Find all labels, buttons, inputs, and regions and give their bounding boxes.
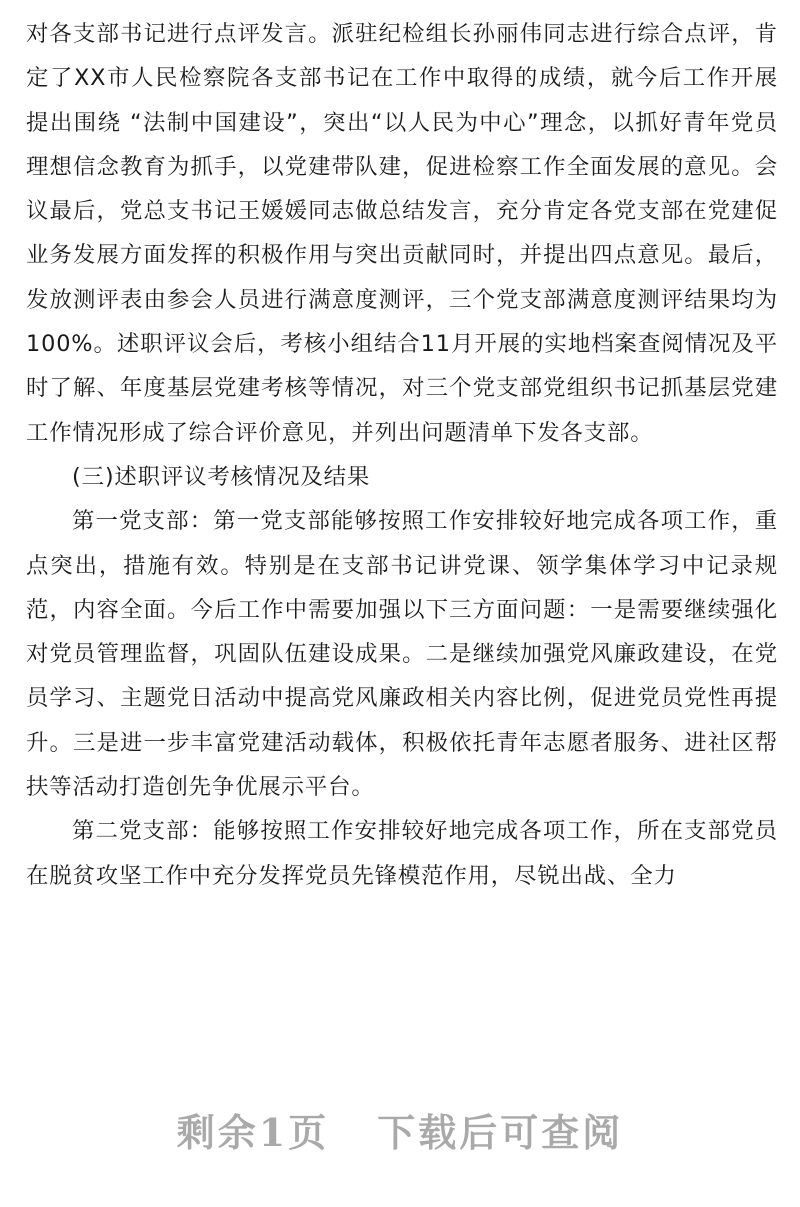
remaining-pages-text: 剩余1页 bbox=[176, 1110, 330, 1155]
section-heading: (三)述职评议考核情况及结果 bbox=[72, 463, 371, 490]
paragraph-second-branch: 第二党支部：能够按照工作安排较好地完成各项工作，所在支部党员在脱贫攻坚工作中充分发挥党员先锋模范作用，尽锐出战、全力 bbox=[26, 818, 778, 889]
remaining-pages-banner bbox=[0, 1102, 800, 1157]
document-body bbox=[26, 12, 778, 898]
paragraph-first-branch: 第一党支部：第一党支部能够按照工作安排较好地完成各项工作，重点突出，措施有效。特别是在支部书记讲党课、领学集体学习中记录规范，内容全面。今后工作中需要加强以下三方面问题：一是需要继续强化对党员管理监督，巩固队伍建设成果。二是继续加强党风廉政建设，在党员学习、主题党日活动中提高党风廉政相关内容比例，促进党员党性再提升。三是进一步丰富党建活动载体，积极依托青年志愿者服务、进社区帮扶等活动打造创先争优展示平台。 bbox=[26, 508, 778, 801]
download-hint-text: 下载后可查阅 bbox=[377, 1110, 624, 1155]
paragraph-review-summary: 对各支部书记进行点评发言。派驻纪检组长孙丽伟同志进行综合点评，肯定了XX市人民检察院各支部书记在工作中取得的成绩，就今后工作开展提出围绕 “法制中国建设”，突出“以人民为中心”理念，以抓好青年党员理想信念教育为抓手，以党建带队建，促进检察工作全面发展的意见。会议最后，党总支书记王媛媛同志做总结发言，充分肯定各党支部在党建促业务发展方面发挥的积极作用与突出贡献同时，并提出四点意见。最后，发放测评表由参会人员进行满意度测评，三个党支部满意度测评结果均为100%。述职评议会后，考核小组结合11月开展的实地档案查阅情况及平时了解、年度基层党建考核等情况，对三个党支部党组织书记抓基层党建工作情况形成了综合评价意见，并列出问题清单下发各支部。 bbox=[26, 21, 778, 446]
